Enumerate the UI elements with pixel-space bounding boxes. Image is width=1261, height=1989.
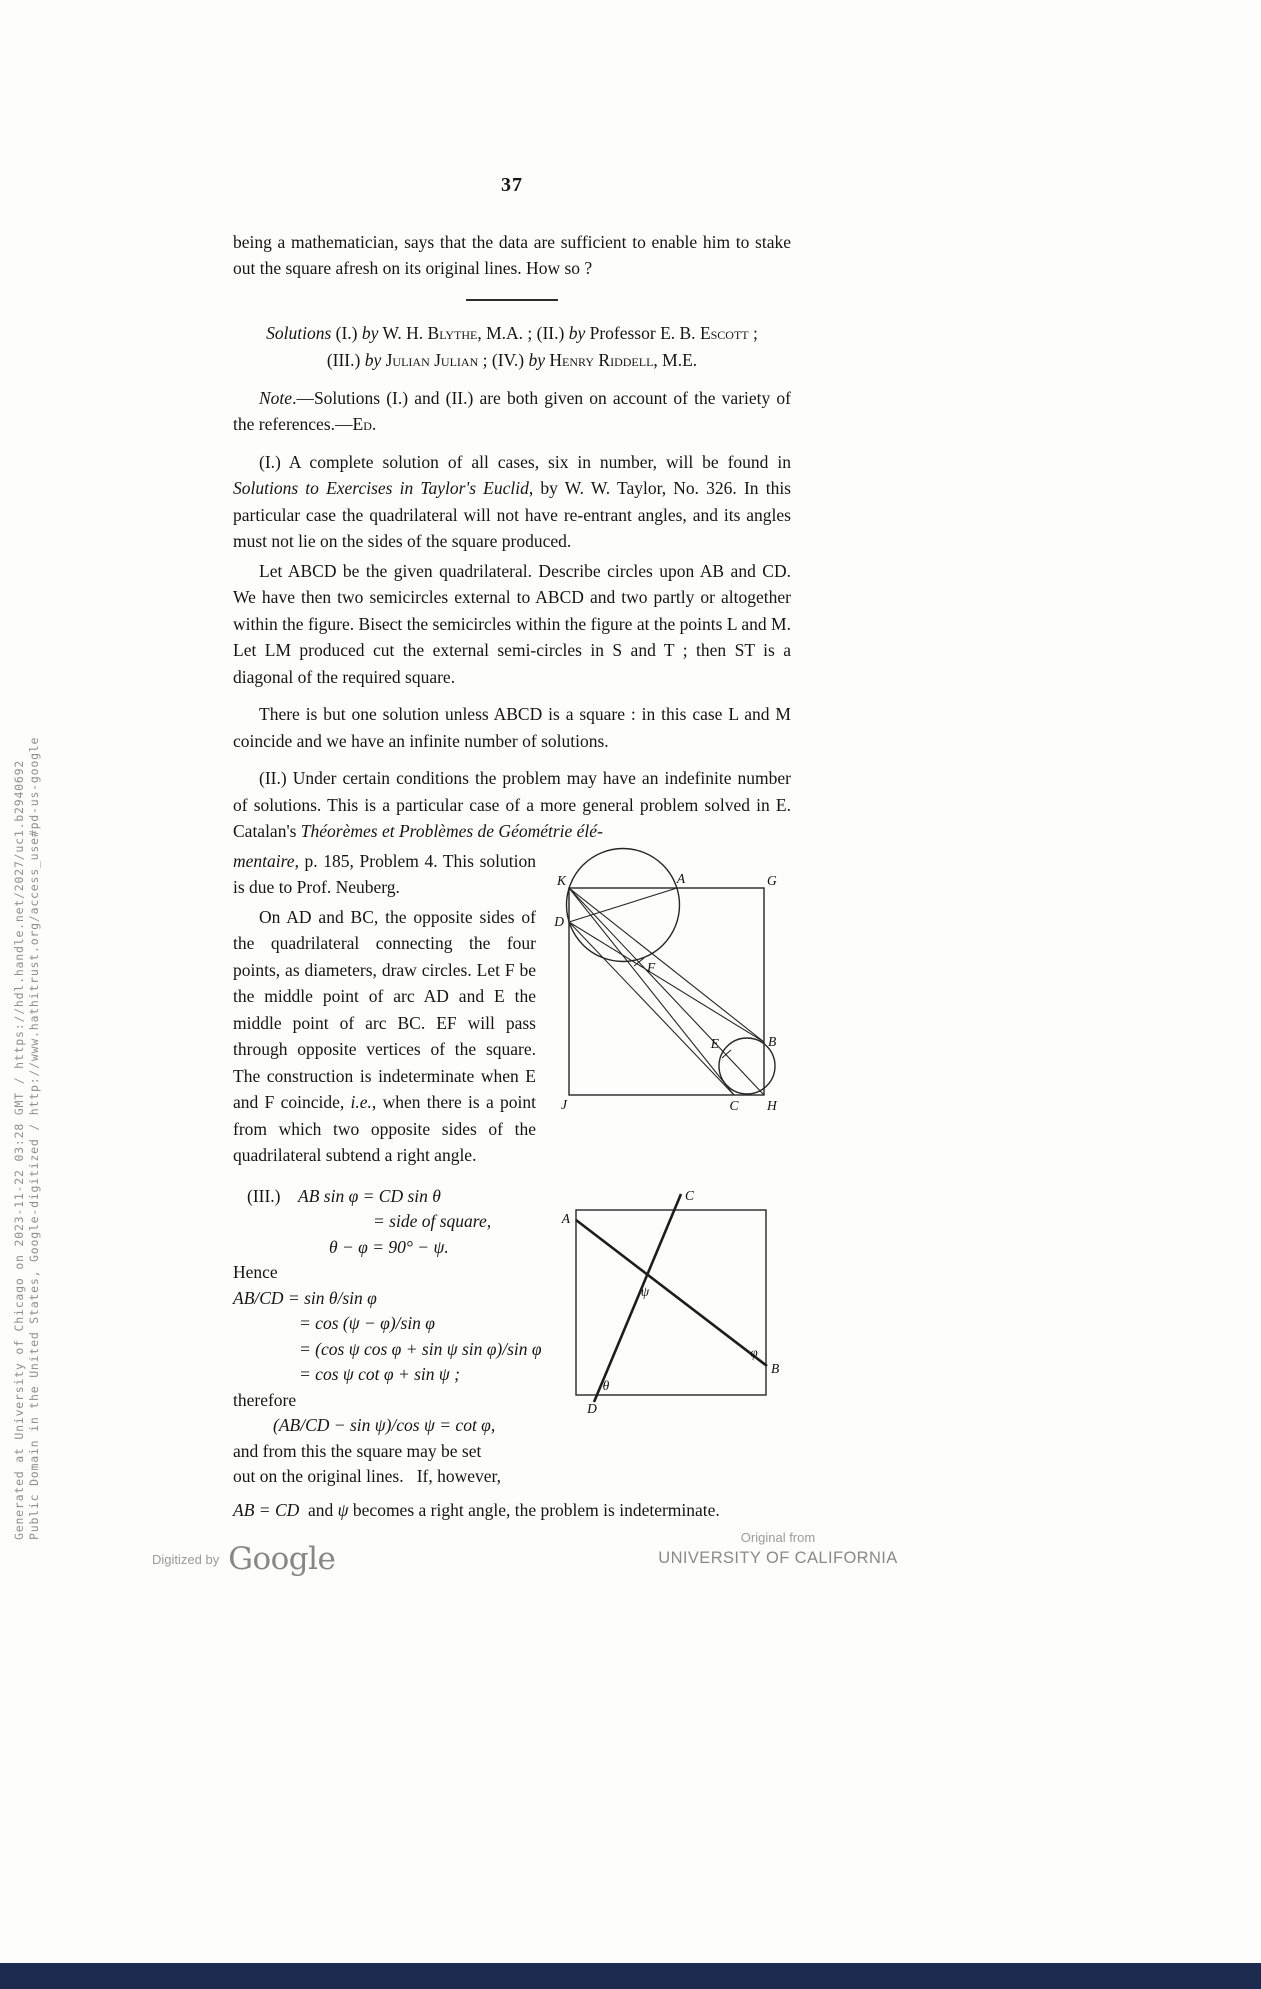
text-run: There is but one solution unless ABCD is a square : in this case L and M coincide and we have an infinite number of solutions. <box>233 704 791 751</box>
fig1-label-F: F <box>647 959 656 975</box>
fig1-label-J: J <box>561 1096 567 1112</box>
equation-line-2 <box>233 1209 543 1235</box>
text-run: Let ABCD be the given quadrilateral. Describe circles upon AB and CD. We have then two semicircles external to ABCD and two partly or altogether within the figure. Bisect the semicircles within the figure at the points L and M. Let LM produced cut the external semi-circles in S and T ; then ST is a diagonal of the required square. <box>233 560 791 687</box>
text-run: .—Solutions (I.) and (II.) are both given on account of the variety of the references.— <box>233 387 791 434</box>
page-number: 37 <box>501 174 523 196</box>
text-run: (AB/CD − sin ψ)/cos ψ = cot φ, <box>273 1415 496 1435</box>
text-run: = side of square, <box>373 1211 492 1231</box>
digitized-by-label: Digitized by <box>152 1552 220 1567</box>
text-run: Théorèmes et Problèmes de Géométrie élé- <box>300 821 603 841</box>
fig1-label-G: G <box>767 872 777 888</box>
text-run: (I.) <box>331 322 362 343</box>
text-run: ; <box>748 322 758 343</box>
text-run: Solutions <box>266 322 332 343</box>
footer-original <box>648 1530 908 1568</box>
text-run: , by W. W. Taylor, No. 326. In this particular case the quadrilateral will not have re-entrant angles, and its angles must not lie on the sides of the square produced. <box>233 478 791 551</box>
text-run: Professor E. B. <box>585 322 700 343</box>
fig2-label-D: D <box>587 1400 597 1416</box>
equation-line-6 <box>233 1311 543 1337</box>
equation-line-11 <box>233 1439 543 1465</box>
fig1-label-A: A <box>676 870 686 886</box>
fig2-label-theta: θ <box>602 1377 610 1393</box>
fig2-label-phi: φ <box>750 1344 758 1360</box>
text-run: and from this the square may be set <box>233 1440 482 1461</box>
fig2-label-B: B <box>771 1360 780 1376</box>
text-run: = cos ψ cot φ + sin ψ ; <box>299 1364 460 1384</box>
equation-line-10 <box>233 1413 543 1439</box>
text-run: by <box>528 350 546 370</box>
watermark-line-2: Public Domain in the United States, Google-digitized / http://www.hathitrust.org/access_use#pd-us-google <box>27 736 41 1540</box>
fig2-label-C: C <box>685 1189 695 1203</box>
text-run: Escott <box>699 322 749 343</box>
bottom-bar <box>0 1963 1261 1989</box>
closing-line <box>233 1497 791 1524</box>
text-run: (II.) Under certain conditions the problem may have an indefinite number of solutions. This is a particular case of a more general problem solved in E. Catalan's <box>233 768 791 841</box>
equation-line-9 <box>233 1388 543 1414</box>
text-run: ψ <box>337 1499 349 1520</box>
original-from-label: Original from <box>740 1530 816 1545</box>
divider-rule <box>466 299 558 301</box>
figure-2-shapes <box>576 1194 767 1402</box>
text-run: , M.A. ; (II.) <box>477 322 569 343</box>
solutions-heading-line-2 <box>233 347 791 374</box>
text-run: Blythe <box>427 322 478 343</box>
text-run: being a mathematician, says that the data are sufficient to enable him to stake out the square afresh on its original lines. How so ? <box>233 231 791 278</box>
text-run: AB/CD = sin θ/sin φ <box>233 1287 377 1308</box>
page-content <box>233 172 791 1526</box>
hathitrust-watermark <box>12 735 42 1540</box>
text-run: and <box>299 1499 338 1520</box>
solution2-paragraph-2 <box>233 904 536 1169</box>
text-run: W. H. <box>378 322 428 343</box>
text-run: AB sin φ = CD sin θ <box>298 1185 441 1206</box>
equation-line-7 <box>233 1337 543 1363</box>
text-run: On AD and BC, the opposite sides of the quadrilateral connecting the four points, as diameters, draw circles. Let F be the middle point of arc AD and E the middle point of arc BC. EF will pass through opposite vertices of the square. The construction is indeterminate when E and F coincide, <box>233 906 536 1112</box>
text-run: , p. 185, Problem 4. This solution is due to Prof. Neuberg. <box>233 850 536 897</box>
equation-line-12 <box>233 1464 543 1490</box>
text-run: Solutions to Exercises in Taylor's Euclid <box>233 478 529 498</box>
equation-line-4 <box>233 1260 543 1286</box>
text-run: becomes a right angle, the problem is indeterminate. <box>348 1499 720 1520</box>
fig2-label-A: A <box>561 1210 570 1226</box>
fig1-label-C: C <box>729 1097 739 1112</box>
text-run: , when there is a point from which two opposite sides of the quadrilateral subtend a right angle. <box>233 1092 537 1165</box>
text-run: i.e. <box>350 1092 372 1112</box>
text-run: θ − φ = 90° − ψ. <box>329 1236 449 1257</box>
fig2-label-psi: ψ <box>640 1283 650 1299</box>
solution2-columns <box>233 848 791 1172</box>
text-run: by <box>568 322 586 343</box>
google-logo: Google <box>228 1541 336 1577</box>
footer-digitized <box>152 1536 336 1577</box>
intro-paragraph <box>233 229 791 282</box>
equation-line-3 <box>233 1235 543 1261</box>
text-run: ; (IV.) <box>478 350 529 370</box>
fig1-label-B: B <box>768 1033 777 1049</box>
note-paragraph <box>233 385 791 438</box>
text-run: Ed <box>352 414 372 434</box>
fig1-label-D: D <box>554 913 564 929</box>
text-run: AB = CD <box>233 1499 300 1520</box>
equation-line-8 <box>233 1362 543 1388</box>
fig1-label-H: H <box>767 1097 777 1112</box>
solution3-equations <box>233 1184 543 1490</box>
institution-name: UNIVERSITY OF CALIFORNIA <box>658 1549 898 1567</box>
text-run: . <box>371 414 377 434</box>
solutions-heading-line-1 <box>233 320 791 347</box>
figure-1-shapes <box>567 848 776 1095</box>
solution2-intro-paragraph <box>233 765 791 845</box>
text-run: = cos (ψ − φ)/sin φ <box>299 1313 435 1333</box>
figure-1-column <box>554 838 791 1112</box>
text-run: (III.) <box>247 1185 299 1206</box>
solution2-continuation <box>233 848 536 901</box>
text-run: (III.) <box>326 350 365 370</box>
text-run: (I.) A complete solution of all cases, six in number, will be found in <box>259 451 791 472</box>
figure-2-labels <box>561 1190 779 1416</box>
figure-quadrilateral-circles <box>554 838 789 1112</box>
text-run: Note <box>259 387 293 408</box>
fig1-label-E: E <box>710 1035 719 1051</box>
watermark-line-1: Generated at University of Chicago on 2023-11-22 03:28 GMT / https://hdl.handle.net/2027/uc1.b2940692 <box>12 759 26 1540</box>
solution2-text-column <box>233 848 536 1172</box>
solution1-paragraph-1 <box>233 449 791 555</box>
text-run: , M.E. <box>653 350 698 370</box>
text-run: therefore <box>233 1389 297 1410</box>
text-run: by <box>364 350 382 370</box>
text-run: out on the original lines. If, however, <box>233 1466 502 1486</box>
text-run: Julian Julian <box>385 350 479 370</box>
text-run: mentaire <box>233 850 295 871</box>
text-run: by <box>361 322 379 343</box>
solution3-columns <box>233 1184 791 1490</box>
text-run: Henry Riddell <box>549 350 654 370</box>
figure-2-column <box>561 1190 791 1420</box>
text-run: = (cos ψ cos φ + sin ψ sin φ)/sin φ <box>299 1338 542 1359</box>
solution1-paragraph-3 <box>233 701 791 754</box>
solution1-paragraph-2 <box>233 558 791 691</box>
equation-line-1 <box>233 1184 543 1210</box>
fig1-label-K: K <box>556 872 566 888</box>
equation-line-5 <box>233 1286 543 1312</box>
text-run: Hence <box>233 1262 278 1282</box>
figure-square-transversals <box>561 1190 791 1420</box>
